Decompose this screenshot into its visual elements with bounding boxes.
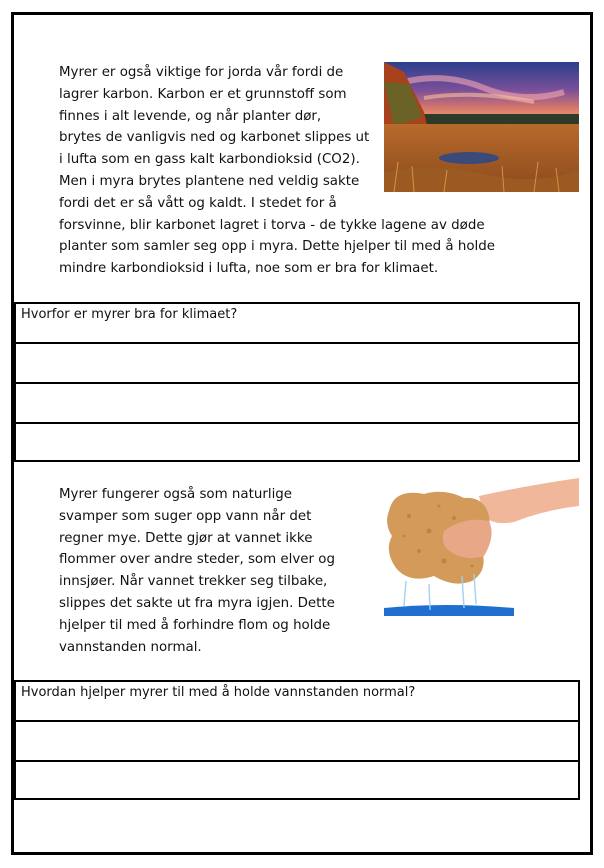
question-climate: Hvorfor er myrer bra for klimaet? bbox=[16, 304, 578, 344]
answer-line[interactable] bbox=[16, 722, 578, 762]
text-line: Myrer fungerer også som naturlige bbox=[59, 487, 293, 502]
answer-line[interactable] bbox=[16, 384, 578, 424]
answer-line[interactable] bbox=[16, 762, 578, 802]
text-line: flommer over andre steder, som elver og bbox=[59, 552, 335, 568]
answer-line[interactable] bbox=[16, 344, 578, 384]
text-line: forsvinne, blir karbonet lagret i torva - de tykke lagene av døde bbox=[59, 217, 485, 233]
text-line: finnes i alt levende, og når planter dør, bbox=[59, 108, 322, 124]
text-line: regner mye. Dette gjør at vannet ikke bbox=[59, 530, 313, 546]
text-line: Myrer er også viktige for jorda vår fordi de bbox=[59, 65, 344, 80]
text-line: vannstanden normal. bbox=[59, 639, 202, 655]
text-line: lagrer karbon. Karbon er et grunnstoff som bbox=[59, 86, 347, 102]
text-line: slippes det sakte ut fra myra igjen. Dette bbox=[59, 595, 335, 611]
sponge-squeeze-image bbox=[384, 476, 579, 616]
text-line: svamper som suger opp vann når det bbox=[59, 508, 312, 524]
answer-box-climate bbox=[14, 302, 580, 462]
bog-landscape-image bbox=[384, 62, 579, 192]
text-line: Men i myra brytes plantene ned veldig sakte bbox=[59, 173, 360, 189]
paragraph-sponge bbox=[59, 484, 335, 658]
text-line: mindre karbondioksid i lufta, noe som er bra for klimaet. bbox=[59, 261, 439, 277]
text-line: brytes de vanligvis ned og karbonet slippes ut bbox=[59, 130, 370, 146]
text-line: innsjøer. Når vannet trekker seg tilbake, bbox=[59, 574, 328, 590]
text-line: fordi det er så vått og kaldt. I stedet for å bbox=[59, 195, 337, 211]
answer-box-water-level bbox=[14, 680, 580, 800]
text-line: hjelper til med å forhindre flom og holde bbox=[59, 617, 331, 633]
answer-line[interactable] bbox=[16, 424, 578, 464]
text-line: i lufta som en gass kalt karbondioksid (CO2). bbox=[59, 152, 360, 168]
question-water-level: Hvordan hjelper myrer til med å holde vannstanden normal? bbox=[16, 682, 578, 722]
text-line: planter som samler seg opp i myra. Dette hjelper til med å holde bbox=[59, 239, 495, 255]
